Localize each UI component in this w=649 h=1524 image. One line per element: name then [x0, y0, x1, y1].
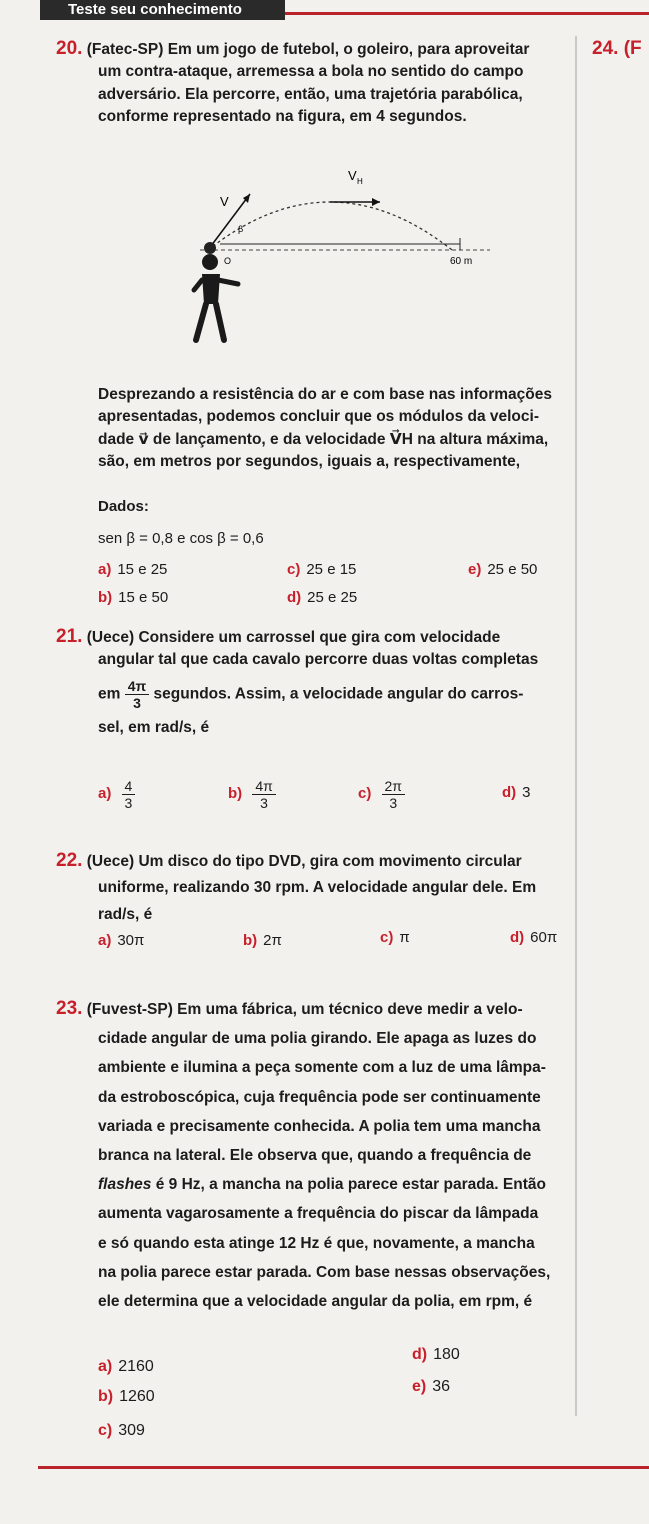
fraction-numerator: 4π	[252, 778, 275, 795]
option-a[interactable]	[98, 1358, 154, 1376]
option-c[interactable]	[380, 929, 410, 946]
option-d[interactable]	[510, 929, 557, 946]
option-label: d)	[412, 1346, 428, 1363]
option-text: 2π	[263, 932, 282, 949]
option-label: b)	[243, 932, 258, 949]
label-distance: 60 m	[450, 256, 473, 267]
question-number: 21.	[56, 626, 83, 647]
question-text-line: adversário. Ela percorre, então, uma trajetória parabólica,	[98, 85, 523, 103]
option-d[interactable]	[287, 589, 357, 606]
option-label: b)	[98, 1388, 114, 1405]
option-text: 3	[522, 784, 531, 801]
question-text-line: Desprezando a resistência do ar e com base nas informações	[98, 386, 552, 403]
option-label: d)	[502, 784, 517, 801]
question-24-label: 24. (F	[592, 38, 642, 59]
question-text-line: variada e precisamente conhecida. A polia tem uma mancha	[98, 1117, 541, 1135]
question-source: (Uece)	[86, 853, 135, 870]
question-text-line: angular tal que cada cavalo percorre duas voltas completas	[98, 651, 539, 669]
goalkeeper-icon	[194, 254, 238, 340]
option-label: e)	[468, 561, 482, 578]
option-text: 2160	[118, 1358, 154, 1375]
question-text-line: da estroboscópica, cuja frequência pode ser continuamente	[98, 1088, 541, 1106]
fraction-denominator: 3	[389, 795, 398, 811]
question-20-statement	[98, 384, 575, 473]
fraction-denominator: 3	[260, 795, 268, 811]
option-d[interactable]	[502, 784, 531, 801]
ball-icon	[204, 242, 216, 254]
question-text-line	[98, 1170, 575, 1199]
question-source: (Fuvest-SP)	[86, 1001, 173, 1018]
parabolic-trajectory	[208, 202, 452, 250]
question-text-line: uniforme, realizando 30 rpm. A velocidade angular dele. Em	[98, 879, 537, 897]
option-text: π	[399, 929, 410, 946]
given-title: Dados:	[98, 498, 149, 515]
question-text-line	[98, 678, 575, 711]
question-22	[56, 850, 575, 926]
question-text-line: Considere um carrossel que gira com velocidade	[138, 629, 501, 646]
given-values: sen β = 0,8 e cos β = 0,6	[98, 530, 264, 547]
option-c[interactable]	[98, 1422, 145, 1440]
option-label: a)	[98, 785, 112, 803]
option-text: 30π	[117, 932, 145, 949]
question-23	[56, 994, 575, 1316]
option-label: e)	[412, 1378, 427, 1395]
fraction-numerator: 2π	[382, 778, 405, 795]
question-text-line: e só quando esta atinge 12 Hz é que, novamente, a mancha	[98, 1234, 535, 1252]
text-fragment: é 9 Hz, a mancha na polia parece estar parada. Então	[155, 1176, 546, 1194]
question-number: 23.	[56, 998, 83, 1019]
question-text-line: aumenta vagarosamente a frequência do piscar da lâmpada	[98, 1205, 539, 1223]
section-header	[0, 0, 649, 20]
option-text: 15 e 25	[117, 561, 168, 578]
label-o: O	[224, 256, 232, 266]
question-text-line: um contra-ataque, arremessa a bola no sentido do campo	[98, 63, 524, 81]
column-divider	[575, 36, 577, 1416]
option-label: c)	[287, 561, 301, 578]
option-label: d)	[287, 589, 302, 606]
section-tag: Teste seu conhecimento	[40, 0, 285, 20]
label-vh: V	[348, 168, 357, 183]
option-text: 36	[432, 1378, 451, 1395]
question-text-line: cidade angular de uma polia girando. Ele apaga as luzes do	[98, 1030, 537, 1048]
label-v: V	[220, 194, 229, 209]
text-fragment: em	[98, 685, 121, 703]
question-text-line: ele determina que a velocidade angular da polia, em rpm, é	[98, 1293, 533, 1311]
fraction	[382, 778, 405, 811]
option-label: b)	[228, 785, 243, 803]
option-text: 309	[118, 1422, 145, 1439]
fraction-denominator: 3	[124, 795, 133, 811]
option-label: a)	[98, 932, 112, 949]
footer-rule	[38, 1466, 649, 1469]
label-beta: β	[238, 224, 244, 234]
question-20	[56, 38, 575, 128]
question-number: 22.	[56, 850, 83, 871]
question-source: (Uece)	[86, 629, 135, 646]
option-d[interactable]	[412, 1346, 460, 1364]
fraction	[125, 678, 150, 711]
option-b[interactable]	[98, 1388, 155, 1406]
trajectory-figure	[150, 162, 530, 352]
option-text: 25 e 50	[487, 561, 538, 578]
option-a[interactable]	[98, 561, 167, 578]
option-text: 60π	[530, 929, 558, 946]
fraction-denominator: 3	[133, 694, 141, 711]
question-21	[56, 626, 575, 739]
question-text-line: sel, em rad/s, é	[98, 718, 210, 736]
question-text-line: Um disco do tipo DVD, gira com movimento circular	[138, 853, 522, 870]
question-text-line: são, em metros por segundos, iguais a, respectivamente,	[98, 452, 521, 470]
italic-word: flashes	[98, 1176, 152, 1194]
option-text: 180	[433, 1346, 460, 1363]
question-text-line: rad/s, é	[98, 905, 153, 923]
option-b[interactable]	[98, 589, 168, 606]
question-source: (Fatec-SP)	[86, 41, 164, 58]
option-text: 25 e 25	[307, 589, 358, 606]
option-c[interactable]	[358, 778, 405, 811]
option-label: b)	[98, 589, 113, 606]
question-text-line: ambiente e ilumina a peça somente com a luz de uma lâmpa-	[98, 1059, 546, 1077]
option-e[interactable]	[412, 1378, 450, 1396]
text-fragment: segundos. Assim, a velocidade angular do carros-	[153, 685, 524, 703]
fraction-numerator: 4	[122, 778, 136, 795]
option-text: 1260	[119, 1388, 155, 1405]
option-a[interactable]	[98, 778, 135, 811]
option-label: d)	[510, 929, 525, 946]
option-a[interactable]	[98, 932, 144, 949]
question-text-line: Em uma fábrica, um técnico deve medir a velo-	[177, 1001, 523, 1018]
fraction-numerator: 4π	[125, 678, 150, 695]
fraction	[252, 778, 275, 811]
header-rule	[285, 12, 649, 15]
option-label: c)	[98, 1422, 113, 1439]
question-text-line: conforme representado na figura, em 4 segundos.	[98, 107, 467, 125]
question-text-line: na polia parece estar parada. Com base nessas observações,	[98, 1263, 551, 1281]
question-number: 20.	[56, 38, 83, 59]
arrowhead	[372, 198, 380, 206]
option-label: a)	[98, 1358, 113, 1375]
label-vh-sub: H	[357, 177, 363, 186]
option-text: 15 e 50	[118, 589, 169, 606]
option-c[interactable]	[287, 561, 356, 578]
question-text-line: dade v⃗ de lançamento, e da velocidade V⃗H na altura máxima,	[98, 430, 549, 448]
option-e[interactable]	[468, 561, 537, 578]
question-text-line: apresentadas, podemos concluir que os módulos da veloci-	[98, 408, 539, 426]
fraction	[122, 778, 136, 811]
question-text-line: Em um jogo de futebol, o goleiro, para aproveitar	[167, 41, 530, 58]
question-text-line: branca na lateral. Ele observa que, quando a frequência de	[98, 1147, 532, 1165]
option-text: 25 e 15	[306, 561, 357, 578]
option-b[interactable]	[243, 932, 282, 949]
option-label: a)	[98, 561, 112, 578]
option-label: c)	[380, 929, 394, 946]
launch-velocity-vector	[208, 194, 250, 250]
option-b[interactable]	[228, 778, 276, 811]
option-label: c)	[358, 785, 372, 803]
